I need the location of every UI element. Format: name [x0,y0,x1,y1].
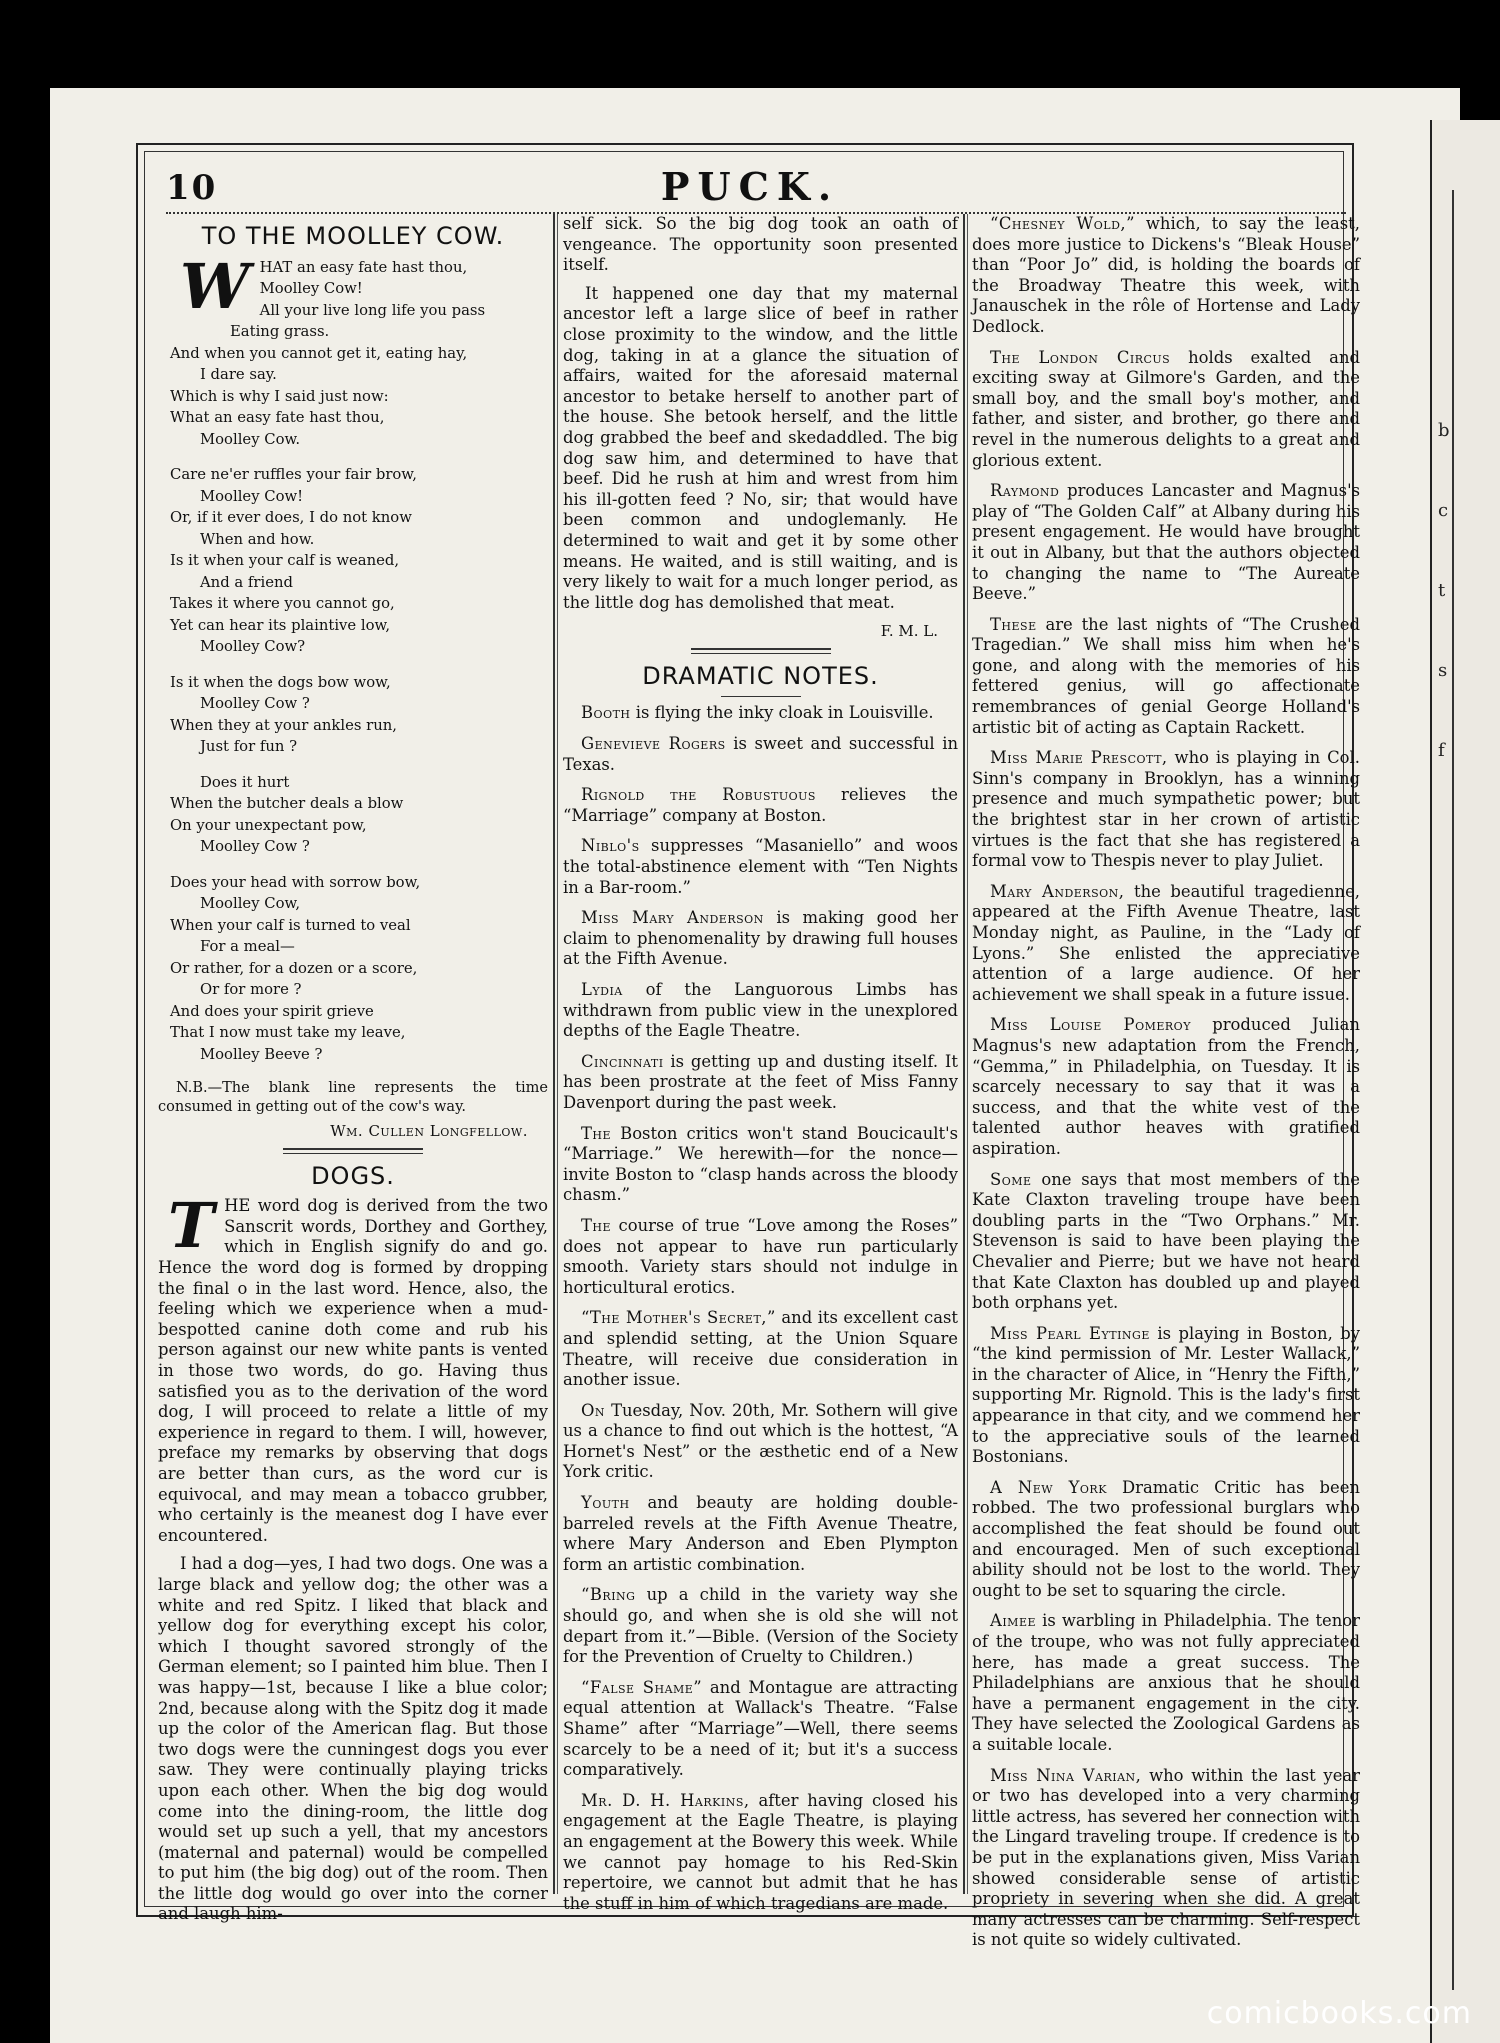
dramatic-note [563,1052,958,1114]
dramatic-note [972,481,1360,605]
poem-line: Moolley Cow, [200,895,301,913]
poem-line: Or for more ? [200,981,302,999]
dramatic-note [563,703,958,724]
dramatic-notes-list [972,214,1360,1951]
dramatic-note [972,348,1360,472]
note-text: is flying the inky cloak in Louisville. [630,703,934,723]
poem-line: Takes it where you cannot go, [170,595,395,613]
poem-line: Care ne'er ruffles your fair brow, [170,466,417,484]
dramatic-note [972,882,1360,1006]
dramatic-note [563,980,958,1042]
note-text: the beautiful tragedienne, appeared at the Fifth Avenue Theatre, last Monday night, as Pauline, in the “Lady of Lyons.” She enlisted the appreciative attention of a large audience. Of her achievement we shall speak in a future issue. [972,881,1361,1004]
poem-line: Moolley Cow ? [200,695,310,713]
poem-line: What an easy fate hast thou, [170,409,385,427]
dogs-paragraph [158,1189,548,1546]
note-text: course of true “Love among the Roses” does not appear to have run particularly smooth. Variety stars should not indulge in horticultural erotics. [563,1215,958,1297]
dramatic-note [972,1324,1360,1468]
note-text: and its excellent cast and splendid setting, at the Union Square Theatre, will receive due consideration in another issue. [563,1308,958,1390]
note-lead: Niblo's [581,836,640,856]
poem-line: On your unexpectant pow, [170,816,367,834]
note-text: relieves the “Marriage” company at Boston. [563,785,958,825]
poem-signature: Wm. Cullen Longfellow. [330,1122,528,1141]
note-text: is warbling in Philadelphia. The tenor of the troupe, who was not fully appreciated here, has made a great success. The Philadelphians are anxious that he should have a permanent engagement in the city. They have selected the Zoological Gardens as a suitable locale. [972,1611,1360,1754]
column-3 [972,214,1360,1961]
adjacent-page-fragment: s [1438,660,1448,681]
dramatic-note [563,1678,958,1781]
poem-stanza [170,464,548,658]
note-lead: “The Mother's Secret,” [581,1308,776,1328]
section-divider [283,1148,423,1154]
poem-note: N.B.—The blank line represents the time consumed in getting out of the cow's way. [158,1080,548,1116]
poem-line: Moolley Cow. [200,430,301,448]
watermark-text: comicbooks.com [1206,1996,1472,2031]
poem-line: Moolley Cow! [259,280,363,298]
note-lead: Lydia [581,980,623,999]
note-text: are the last nights of “The Crushed Tragedian.” We shall miss him when he's gone, and along with the memories of his fettered genius, will go affectionate remembrances of genial George Holland's artistic bit of acting as Captain Rackett. [972,614,1360,737]
column-rule [967,214,968,1894]
note-lead: Aimee [990,1611,1037,1631]
note-text: is playing in Boston, by “the kind permission of Mr. Lester Wallack,” in the character of Alice, in “Henry the Fifth,” supporting Mr. Rignold. This is the lady's first appearance in that city, and we commend her to the appreciative souls of the learned Bostonians. [972,1323,1360,1467]
poem-stanza [170,672,548,758]
note-lead: The [581,1215,612,1235]
note-lead: Raymond [990,481,1060,501]
note-lead: The London Circus [990,347,1171,367]
poem-line: When the butcher deals a blow [170,795,404,813]
note-lead: Miss Louise Pomeroy [990,1015,1191,1035]
poem-line: Is it when your calf is weaned, [170,552,400,570]
dogs-title: DOGS. [311,1161,395,1190]
note-lead: Miss Marie Prescott, [990,748,1168,768]
note-lead: “Bring [581,1585,636,1605]
note-lead: Booth [581,703,631,723]
note-lead: On [581,1400,606,1420]
note-text: holds exalted and exciting sway at Gilmore's Garden, and the small boy, and the small boy's mother, and father, and sister, and brother, go there and revel in the numerous delights to a great and glorious extent. [972,347,1361,470]
poem-line: I dare say. [200,366,277,384]
adjacent-page-fragment: f [1438,740,1445,761]
note-text: Tuesday, Nov. 20th, Mr. Sothern will give us a chance to find out which is the hottest, “A Hornet's Nest” or the æsthetic end of a New York critic. [563,1400,958,1482]
dramatic-note [972,214,1360,338]
poem-line: HAT an easy fate hast thou, [259,258,468,276]
note-text: Boston critics won't stand Boucicault's “Marriage.” We herewith—for the nonce—invite Boston to “clasp hands across the bloody chasm.” [563,1123,958,1205]
poem-line: And when you cannot get it, eating hay, [170,344,468,362]
poem-line: When and how. [200,530,315,548]
poem-stanza [170,249,548,451]
dramatic-note [972,748,1360,872]
dramatic-notes-title: DRAMATIC NOTES. [642,661,879,690]
note-text: which, to say the least, does more justice to Dickens's “Bleak House” than “Poor Jo” did, is holding the boards of the Broadway Theatre this week, with Janauschek in the rôle of Hortense and Lady Dedlock. [972,214,1360,336]
poem-line: Does your head with sorrow bow, [170,873,421,891]
note-lead: A New York [990,1477,1107,1497]
adjacent-page-fragment: c [1438,500,1449,521]
column-rule [553,214,555,1894]
dramatic-note [563,1493,958,1575]
note-lead: Cincinnati [581,1051,664,1071]
poem-line: Does it hurt [200,773,290,791]
title-underline [721,696,801,697]
note-text: after having closed his engagement at the Eagle Theatre, is playing an engagement at the Bowery this week. While we cannot pay homage to his Red-Skin repertoire, we cannot but admit that he has the stuff in him of which tragedians are made. [563,1790,958,1913]
note-lead: Genevieve Rogers [581,734,726,754]
adjacent-page-fragment: t [1438,580,1446,601]
poem-line: For a meal— [200,938,295,956]
note-lead: Miss Nina Varian, [990,1765,1142,1785]
note-lead: Some [990,1169,1032,1189]
poem-line: Or, if it ever does, I do not know [170,509,412,527]
adjacent-page-edge [1430,120,1500,2043]
column-2 [563,214,958,1924]
dramatic-note [563,1216,958,1298]
note-text: up a child in the variety way she should go, and when she is old she will not depart from it.”—Bible. (Version of the Society for the Prevention of Cruelty to Children.) [563,1585,958,1667]
dramatic-note [972,1015,1360,1159]
note-lead: Miss Pearl Eytinge [990,1323,1150,1343]
dogs-continuation: self sick. So the big dog took an oath of vengeance. The opportunity soon presented itself. [563,214,958,275]
note-text: suppresses “Masaniello” and woos the total-abstinence element with “Ten Nights in a Bar-room.” [563,836,958,897]
dramatic-note [972,1170,1360,1314]
poem-line: Or rather, for a dozen or a score, [170,959,418,977]
dogs-paragraph: I had a dog—yes, I had two dogs. One was a large black and yellow dog; the other was a white and red Spitz. I liked that black and yellow dog for everything except his color, which I thought savored strongly of the German element; so I painted him blue. Then I was happy—1st, because I like a blue color; 2nd, because along with the Spitz dog it made up the color of the American flag. But those two dogs were the cunningest dogs you ever saw. They were continually playing tricks upon each other. When the big dog would come into the dining-room, the little dog would set up such a yell, that my ancestors (maternal and paternal) would be compelled to put him (the big dog) out of the room. Then the little dog would go over into the corner and laugh him- [158,1554,548,1924]
poem-stanza [170,772,548,858]
poem-line: When they at your ankles run, [170,716,398,734]
poem-line: Moolley Cow ? [200,838,310,856]
poem-line: Just for fun ? [200,738,298,756]
poem-dropcap: W [180,249,250,323]
column-rule [963,214,965,1894]
note-text: is getting up and dusting itself. It has been prostrate at the feet of Miss Fanny Davenport during the past week. [563,1051,958,1112]
adjacent-page-fragment: b [1438,420,1450,441]
dogs-continuation: It happened one day that my maternal ancestor left a large slice of beef in rather close proximity to the window, and the little dog, taking in at a glance the situation of affairs, waited for the aforesaid maternal ancestor to betake herself to another part of the house. She betook herself, and the little dog grabbed the beef and skedaddled. The big dog saw him, and determined to have that beef. Did he rush at him and wrest from him his ill-gotten feed ? No, sir; that would have been common and undoglemanly. He determined to wait and get it by some other means. He waited, and is still waiting, and is very likely to wait for a much longer period, as the little dog has demolished that meat. [563,283,958,612]
adjacent-page-rule [1452,190,1454,1990]
poem-body [170,249,548,1066]
poem-line: And a friend [200,573,293,591]
dogs-signature: F. M. L. [880,622,938,641]
note-text: produces Lancaster and Magnus's play of “The Golden Calf” at Albany during his present engagement. He would have brought it out in Albany, but that the authors objected to changing the name to “The Aureate Beeve.” [972,481,1360,604]
dramatic-note [563,1308,958,1390]
dramatic-note [563,1585,958,1667]
column-rule [557,214,558,1894]
note-text: who is playing in Col. Sinn's company in Brooklyn, has a winning presence and much sympathetic power; but the brightest star in her crown of artistic virtues is the fact that she has registered a formal vow to Thespis never to play Juliet. [972,748,1361,871]
poem-line: Moolley Cow? [200,638,306,656]
poem-line: Eating grass. [230,323,330,341]
note-lead: “False Shame” [581,1677,703,1697]
poem-line: Is it when the dogs bow wow, [170,673,391,691]
poem-line: And does your spirit grieve [170,1002,374,1020]
note-text: and beauty are holding double-barreled revels at the Fifth Avenue Theatre, where Mary Anderson and Eben Plympton form an artistic combination. [563,1493,958,1574]
note-text: is making good her claim to phenomenality by drawing full houses at the Fifth Avenue. [563,908,958,969]
dramatic-note [563,1124,958,1206]
dramatic-note [563,785,958,826]
poem-line: All your live long life you pass [259,301,486,319]
dogs-paragraph-text: HE word dog is derived from the two Sanscrit words, Dorthey and Gorthey, which in English signify do and go. Hence the word dog is formed by dropping the final o in the last word. Hence, also, the feeling which we experience when a mud-bespotted canine doth come and rub his person against our new white pants is vented in those two words, do go. Having thus satisfied you as to the derivation of the word dog, I will proceed to relate a little of my experience in regard to them. I will, however, preface my remarks by observing that dogs are better than curs, as the word cur is equivocal, and may mean a tobacco grubber, who certainly is the meanest dog I have ever encountered. [158,1196,548,1545]
poem-stanza [170,872,548,1066]
dramatic-note [563,1401,958,1483]
note-lead: Miss Mary Anderson [581,908,764,928]
poem-title: TO THE MOOLLEY COW. [201,222,505,250]
dramatic-note [972,1611,1360,1755]
poem-line: Yet can hear its plaintive low, [170,616,391,634]
note-lead: “Chesney Wold,” [990,214,1135,233]
dramatic-note [563,734,958,775]
dramatic-note [972,615,1360,739]
dramatic-note [972,1478,1360,1602]
masthead-title: PUCK. [660,164,840,209]
dogs-dropcap: T [168,1189,215,1263]
dramatic-note [563,1791,958,1915]
dramatic-note [563,908,958,970]
note-lead: Mary Anderson, [990,881,1125,901]
poem-line: Which is why I said just now: [170,387,389,405]
note-lead: Mr. D. H. Harkins, [581,1790,750,1810]
dramatic-notes-list [563,703,958,1914]
poem-line: When your calf is turned to veal [170,916,411,934]
note-text: of the Languorous Limbs has withdrawn from public view in the unexplored depths of the Eagle Theatre. [563,980,958,1041]
page-number: 10 [166,168,218,208]
poem-line: Moolley Cow! [200,487,304,505]
note-lead: The [581,1123,612,1143]
note-text: Dramatic Critic has been robbed. The two professional burglars who accomplished the feat should be found out and encouraged. Men of such exceptional ability should not be lost to the world. They ought to be set to squaring the circle. [972,1477,1360,1600]
note-text: one says that most members of the Kate Claxton traveling troupe have been doubling parts in the “Two Orphans.” Mr. Stevenson is said to have been playing the Chevalier and Pierre; but we have not heard that Kate Claxton has doubled up and played both orphans yet. [972,1169,1360,1313]
column-1 [158,214,548,1933]
section-divider [691,648,831,654]
poem-line: That I now must take my leave, [170,1024,406,1042]
note-text: and Montague are attracting equal attention at Wallack's Theatre. “False Shame” after “Marriage”—Well, there seems scarcely to be a need of it; but it's a success comparatively. [563,1677,958,1780]
note-text: is sweet and successful in Texas. [563,734,958,774]
note-lead: These [990,614,1037,634]
poem-line: Moolley Beeve ? [200,1045,323,1063]
note-text: who within the last year or two has developed into a very charming little actress, has severed her connection with the Lingard traveling troupe. If credence is to be put in the explanations given, Miss Varian showed considerable sense of artistic propriety in severing when she did. A great many actresses can be charming. Self-respect is not quite so widely cultivated. [972,1765,1361,1950]
dramatic-note [972,1766,1360,1951]
note-lead: Rignold the Robustuous [581,785,816,805]
dramatic-note [563,836,958,898]
note-text: produced Julian Magnus's new adaptation from the French, “Gemma,” in Philadelphia, on Tuesday. It is scarcely necessary to say that it was a success, and that the white vest of the talented author heaves with gratified aspiration. [972,1015,1360,1158]
note-lead: Youth [581,1493,630,1513]
